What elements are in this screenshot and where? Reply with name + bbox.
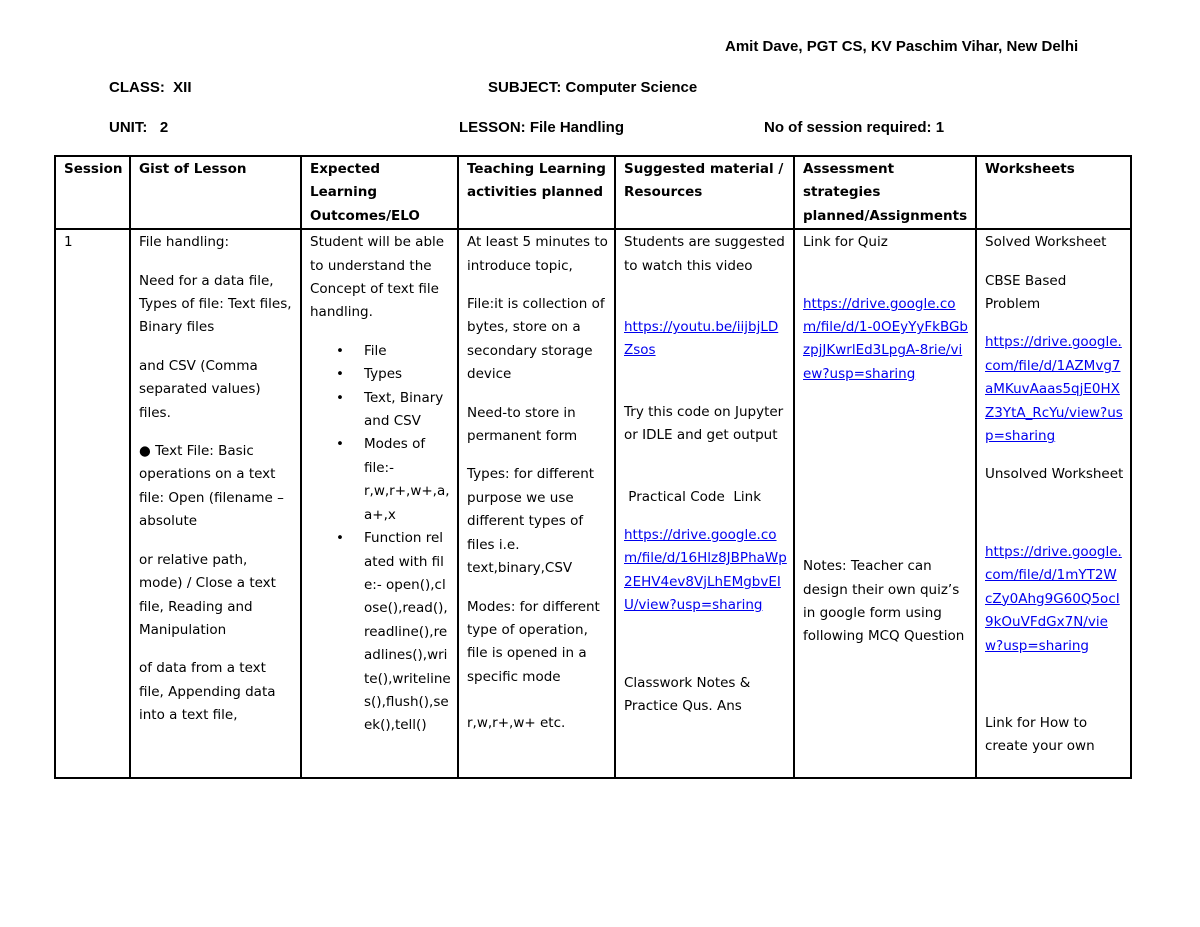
list-item: [310, 363, 451, 386]
unsolved-worksheet-label: Unsolved Worksheet: [985, 466, 1124, 483]
elo-bullet-list: [310, 340, 451, 738]
column-header-activities: Teaching Learning activities planned: [458, 156, 615, 229]
gist-line: and CSV (Comma separated values) files.: [139, 357, 261, 421]
column-header-resources: Suggested material / Resources: [615, 156, 794, 229]
activity-line: Need-to store in permanent form: [467, 404, 578, 445]
elo-bullet-text: Types: [364, 366, 403, 383]
assessment-cell: [794, 229, 976, 778]
quiz-link[interactable]: https://drive.google.com/file/d/1-0OEyYyFkBGbzpjJKwrlEd3LpgA-8rie/view?usp=sharing: [803, 295, 968, 382]
activity-line: File:it is collection of bytes, store on a secondary storage device: [467, 296, 605, 383]
column-header-assessment: Assessment strategies planned/Assignments: [794, 156, 976, 229]
unit-label: UNIT: 2: [109, 119, 169, 136]
gist-line: or relative path, mode) / Close a text file, Reading and Manipulation: [139, 551, 276, 638]
cbse-problem-label: CBSE Based Problem: [985, 272, 1067, 313]
list-item: [310, 527, 451, 738]
list-item: [310, 340, 451, 363]
resources-cell: [615, 229, 794, 778]
worksheets-cell: [976, 229, 1131, 778]
bullet-icon: •: [336, 389, 344, 406]
gist-line: ● Text File: Basic operations on a text file: Open (filename – absolute: [139, 443, 284, 530]
elo-bullet-text: Modes of file:- r,w,r+,w+,a, a+,x: [364, 436, 450, 523]
video-link[interactable]: https://youtu.be/iijbjLDZsos: [624, 319, 779, 359]
column-header-gist: Gist of Lesson: [130, 156, 301, 229]
column-header-worksheets: Worksheets: [976, 156, 1131, 229]
bullet-icon: •: [336, 366, 344, 383]
gist-line: of data from a text file, Appending data into a text file,: [139, 660, 276, 724]
table-row: [55, 229, 1131, 778]
activity-line: Types: for different purpose we use different types of files i.e. text,binary,CSV: [467, 466, 595, 577]
bullet-icon: •: [336, 342, 344, 359]
bullet-icon: •: [336, 436, 344, 453]
elo-bullet-text: File: [364, 342, 387, 359]
elo-intro: Student will be able to understand the Concept of text file handling.: [310, 234, 445, 321]
column-header-session: Session: [55, 156, 130, 229]
activity-line: r,w,r+,w+ etc.: [467, 715, 566, 732]
class-label: CLASS: XII: [109, 79, 192, 96]
practical-code-label: Practical Code Link: [624, 488, 762, 505]
code-instruction: Try this code on Jupyter or IDLE and get output: [624, 403, 784, 444]
classwork-notes: Classwork Notes & Practice Qus. Ans: [624, 674, 751, 715]
elo-bullet-text: Text, Binary and CSV: [364, 389, 444, 430]
lesson-plan-table: [54, 155, 1132, 779]
sessions-required-label: No of session required: 1: [764, 119, 945, 136]
table-header-row: [55, 156, 1131, 229]
solved-worksheet-link[interactable]: https://drive.google.com/file/d/1AZMvg7aMKuvAaas5qjE0HXZ3YtA_RcYu/view?usp=sharing: [985, 334, 1123, 445]
elo-cell: [301, 229, 458, 778]
assessment-notes: Notes: Teacher can design their own quiz’s in google form using following MCQ Question: [803, 558, 965, 645]
list-item: [310, 433, 451, 527]
elo-bullet-text: Function related with file:- open(),close(),read(),readline(),readlines(),write(),writelines(),flush(),seek(),tell(): [364, 530, 451, 734]
gist-line: Need for a data file, Types of file: Text files, Binary files: [139, 272, 292, 336]
bullet-icon: •: [336, 530, 344, 547]
practical-code-link[interactable]: https://drive.google.com/file/d/16Hlz8JBPhaWp2EHV4ev8VjLhEMgbvEIU/view?usp=sharing: [624, 527, 787, 614]
activity-line: Modes: for different type of operation, file is opened in a specific mode: [467, 598, 600, 685]
list-item: [310, 387, 451, 434]
resources-intro: Students are suggested to watch this video: [624, 234, 785, 274]
gist-cell: [130, 229, 301, 778]
activities-cell: [458, 229, 615, 778]
unsolved-worksheet-link[interactable]: https://drive.google.com/file/d/1mYT2WcZy0Ahg9G60Q5ocI9kOuVFdGx7N/view?usp=sharing: [985, 543, 1122, 654]
gist-line: File handling:: [139, 234, 230, 251]
lesson-label: LESSON: File Handling: [459, 119, 625, 136]
author-line: Amit Dave, PGT CS, KV Paschim Vihar, New Delhi: [725, 38, 1079, 55]
howto-link-label: Link for How to create your own: [985, 714, 1095, 755]
quiz-label: Link for Quiz: [803, 234, 888, 251]
solved-worksheet-label: Solved Worksheet: [985, 234, 1107, 251]
subject-label: SUBJECT: Computer Science: [488, 79, 698, 96]
session-number-cell: 1: [55, 229, 130, 778]
column-header-elo: Expected Learning Outcomes/ELO: [301, 156, 458, 229]
activity-line: At least 5 minutes to introduce topic,: [467, 234, 608, 274]
